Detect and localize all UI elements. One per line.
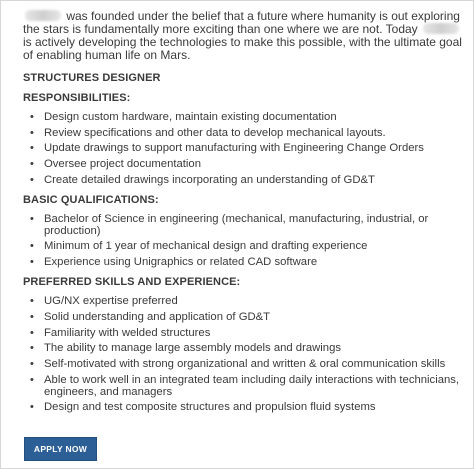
bullet-icon: • [30,295,34,308]
list-item: • Design custom hardware, maintain existing documentation [30,111,337,123]
list-item: • UG/NX expertise preferred [30,295,178,308]
company-intro-paragraph [23,10,463,62]
bullet-icon: • [30,142,34,155]
intro-text-part-1: was founded under the belief that a future where humanity is out exploring the stars is fundamentally more exciting than one where we are not. Today [23,9,460,36]
preferred-skills-heading: PREFERRED SKILLS AND EXPERIENCE: [23,276,241,289]
list-item: • Experience using Unigraphics or related CAD software [30,256,318,269]
bullet-icon: • [30,342,34,355]
bullet-icon: • [30,158,34,171]
list-item: • The ability to manage large assembly models and drawings [30,342,342,355]
responsibilities-list [23,111,463,186]
preferred-skills-list [23,295,463,413]
list-item: • Solid understanding and application of GD&T [30,310,271,323]
bullet-icon: • [30,326,34,339]
list-item: • Familiarity with welded structures [30,326,211,339]
list-item: • Able to work well in an integrated team including daily interactions with technicians, engineers, and managers [30,373,460,398]
bullet-icon: • [30,256,34,269]
job-title: STRUCTURES DESIGNER [23,72,161,84]
basic-qualifications-list [23,213,463,268]
bullet-icon: • [30,240,34,253]
bullet-icon: • [30,357,34,370]
responsibilities-heading: RESPONSIBILITIES: [23,92,131,104]
list-item: • Oversee project documentation [30,158,201,171]
list-item: • Design and test composite structures and propulsion fluid systems [30,401,376,414]
intro-text-part-2: is actively developing the technologies to make this possible, with the ultimate goal of enabling human life on Mars. [23,35,462,62]
list-item: • Create detailed drawings incorporating an understanding of GD&T [30,173,375,186]
basic-qualifications-heading: BASIC QUALIFICATIONS: [23,193,159,206]
redacted-company-name [25,10,61,21]
bullet-icon: • [30,373,34,386]
bullet-icon: • [30,173,34,186]
redacted-company-name [423,23,459,34]
list-item: • Minimum of 1 year of mechanical design and drafting experience [30,240,368,253]
bullet-icon: • [30,111,34,123]
apply-now-button[interactable]: APPLY NOW [24,437,97,461]
bullet-icon: • [30,310,34,323]
list-item: • Bachelor of Science in engineering (mechanical, manufacturing, industrial, or production) [30,212,429,237]
list-item: • Self-motivated with strong organizational and written & oral communication skills [30,357,446,370]
job-description [23,10,463,417]
bullet-icon: • [30,126,34,139]
bullet-icon: • [30,212,34,225]
list-item: • Update drawings to support manufacturing with Engineering Change Orders [30,142,424,155]
bullet-icon: • [30,401,34,414]
list-item: • Review specifications and other data to develop mechanical layouts. [30,126,386,139]
